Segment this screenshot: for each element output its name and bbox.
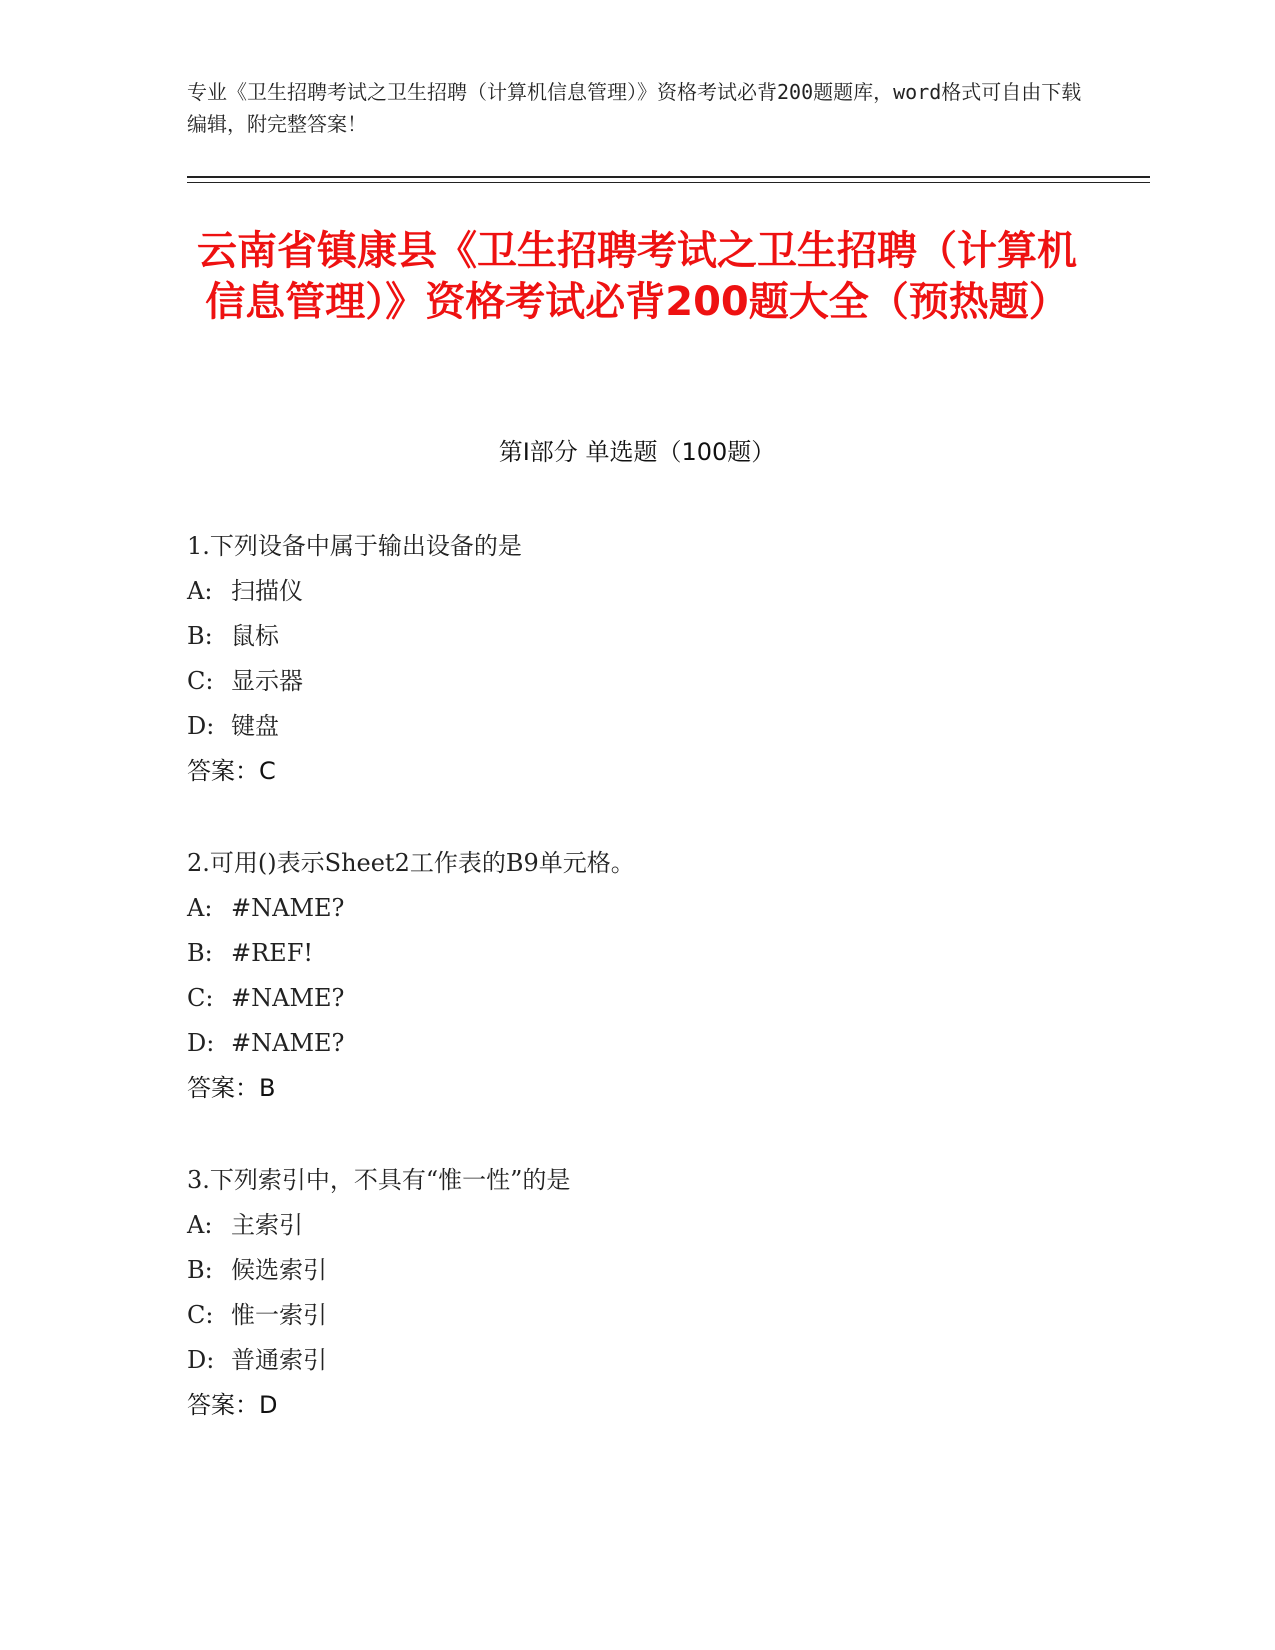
question-3 (187, 1158, 1087, 1428)
answer-value: B (259, 1074, 276, 1102)
option-b (187, 931, 1087, 976)
option-text: 惟一索引 (231, 1301, 327, 1329)
option-d (187, 1338, 1087, 1383)
question-2 (187, 841, 1087, 1111)
option-letter: B: (187, 622, 213, 650)
option-letter: C: (187, 1301, 214, 1329)
option-b (187, 1248, 1087, 1293)
answer-line (187, 1383, 1087, 1428)
header-divider-thin (187, 182, 1150, 183)
answer-line (187, 749, 1087, 794)
option-letter: B: (187, 939, 213, 967)
option-text: 主索引 (231, 1211, 303, 1239)
option-text: #NAME? (231, 1029, 345, 1057)
option-d (187, 1021, 1087, 1066)
option-text: 扫描仪 (231, 577, 303, 605)
option-c (187, 976, 1087, 1021)
option-text: #NAME? (231, 984, 345, 1012)
question-1 (187, 524, 1087, 794)
answer-label: 答案： (187, 1074, 259, 1102)
option-b (187, 614, 1087, 659)
question-stem: 1.下列设备中属于输出设备的是 (187, 532, 522, 560)
header-divider (187, 176, 1150, 178)
option-text: 显示器 (231, 667, 303, 695)
option-letter: D: (187, 1346, 215, 1374)
question-stem: 3.下列索引中，不具有“惟一性”的是 (187, 1166, 571, 1194)
option-letter: C: (187, 667, 214, 695)
answer-label: 答案： (187, 757, 259, 785)
option-a (187, 569, 1087, 614)
option-c (187, 1293, 1087, 1338)
option-a (187, 1203, 1087, 1248)
option-letter: B: (187, 1256, 213, 1284)
option-text: #NAME? (231, 894, 345, 922)
option-letter: D: (187, 1029, 215, 1057)
answer-line (187, 1066, 1087, 1111)
option-text: 候选索引 (231, 1256, 327, 1284)
option-letter: A: (187, 577, 213, 605)
document-title: 云南省镇康县《卫生招聘考试之卫生招聘（计算机信息管理）》资格考试必背200题大全（预热题） (197, 228, 1077, 325)
option-text: #REF! (231, 939, 313, 967)
option-letter: C: (187, 984, 214, 1012)
option-text: 普通索引 (231, 1346, 327, 1374)
question-stem: 2.可用()表示Sheet2工作表的B9单元格。 (187, 849, 635, 877)
option-text: 键盘 (231, 712, 279, 740)
answer-label: 答案： (187, 1391, 259, 1419)
option-text: 鼠标 (231, 622, 279, 650)
option-d (187, 704, 1087, 749)
option-c (187, 659, 1087, 704)
answer-value: D (259, 1391, 278, 1419)
option-a (187, 886, 1087, 931)
option-letter: A: (187, 894, 213, 922)
answer-value: C (259, 757, 276, 785)
section-heading: 第I部分 单选题（100题） (498, 438, 776, 466)
option-letter: D: (187, 712, 215, 740)
option-letter: A: (187, 1211, 213, 1239)
header-note: 专业《卫生招聘考试之卫生招聘（计算机信息管理）》资格考试必背200题题库，word格式可自由下载编辑，附完整答案！ (187, 80, 1082, 136)
